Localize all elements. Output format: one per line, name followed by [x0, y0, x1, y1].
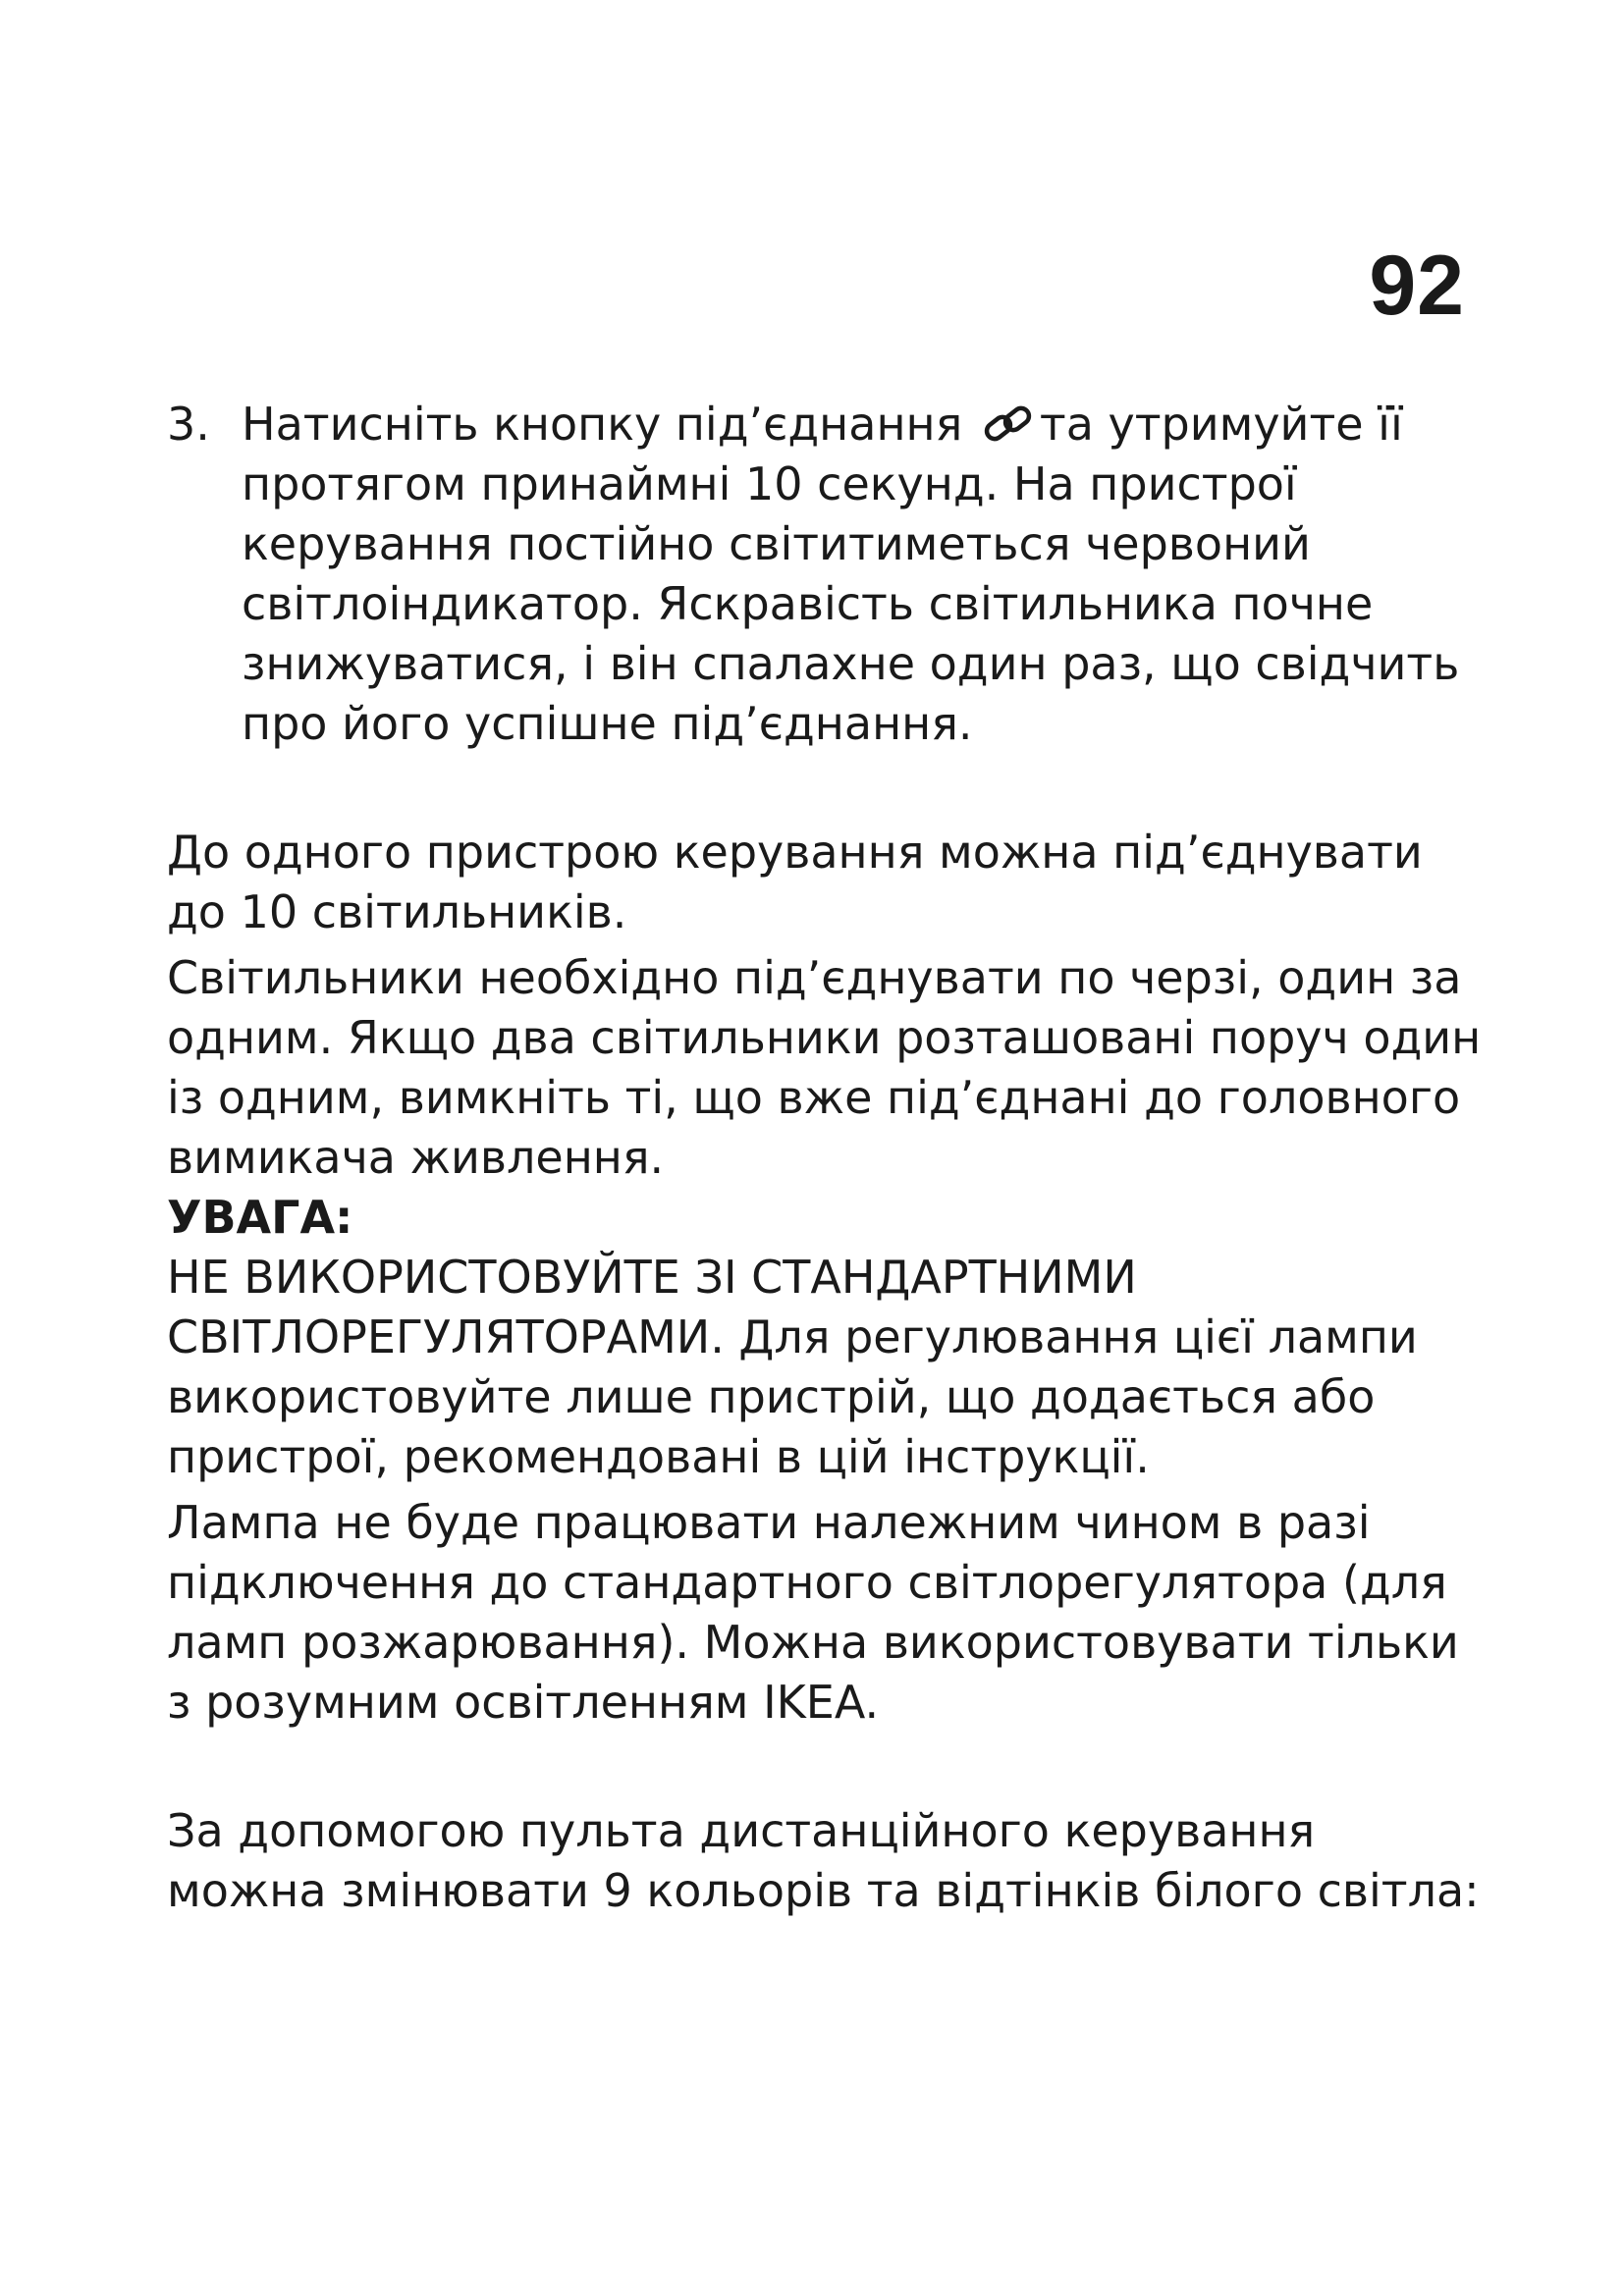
step-3-text-start: Натисніть кнопку під’єднання [242, 398, 977, 451]
warning-paragraph-compatibility: Лампа не буде працювати належним чином в разі підключення до стандартного світлорегулятора (для ламп розжарювання). Можна використовувати тільки з розумним освітленням IKEA. [167, 1496, 1459, 1729]
warning-title: УВАГА: [167, 1191, 353, 1244]
instruction-content [167, 395, 1483, 1921]
paragraph-connect-order: Світильники необхідно під’єднувати по черзі, один за одним. Якщо два світильники розташовані поруч один із одним, вимкніть ті, що вже під’єднані до головного вимикача живлення. [167, 951, 1482, 1184]
step-3 [167, 395, 1483, 754]
page-number: 92 [1369, 239, 1465, 333]
paragraph-max-lamps: До одного пристрою керування можна під’єднувати до 10 світильників. [167, 826, 1423, 938]
paragraph-remote-colors: За допомогою пульта дистанційного керування можна змінювати 9 кольорів та відтінків білого світла: [167, 1804, 1480, 1917]
link-icon [983, 402, 1038, 448]
step-number: 3. [167, 398, 210, 451]
step-3-text-end: та утримуйте її протягом принаймні 10 секунд. На пристрої керування постійно світитиметься червоний світлоіндикатор. Яскравість світильника почне знижуватися, і він спалахне один раз, що свідчить про його успішне під’єднання. [242, 398, 1460, 750]
step-3-text [242, 395, 1483, 754]
warning-paragraph-dimmers: НЕ ВИКОРИСТОВУЙТЕ ЗІ СТАНДАРТНИМИ СВІТЛОРЕГУЛЯТОРАМИ. Для регулювання цієї лампи використовуйте лише пристрій, що додається або пристрої, рекомендовані в цій інструкції. [167, 1251, 1418, 1483]
